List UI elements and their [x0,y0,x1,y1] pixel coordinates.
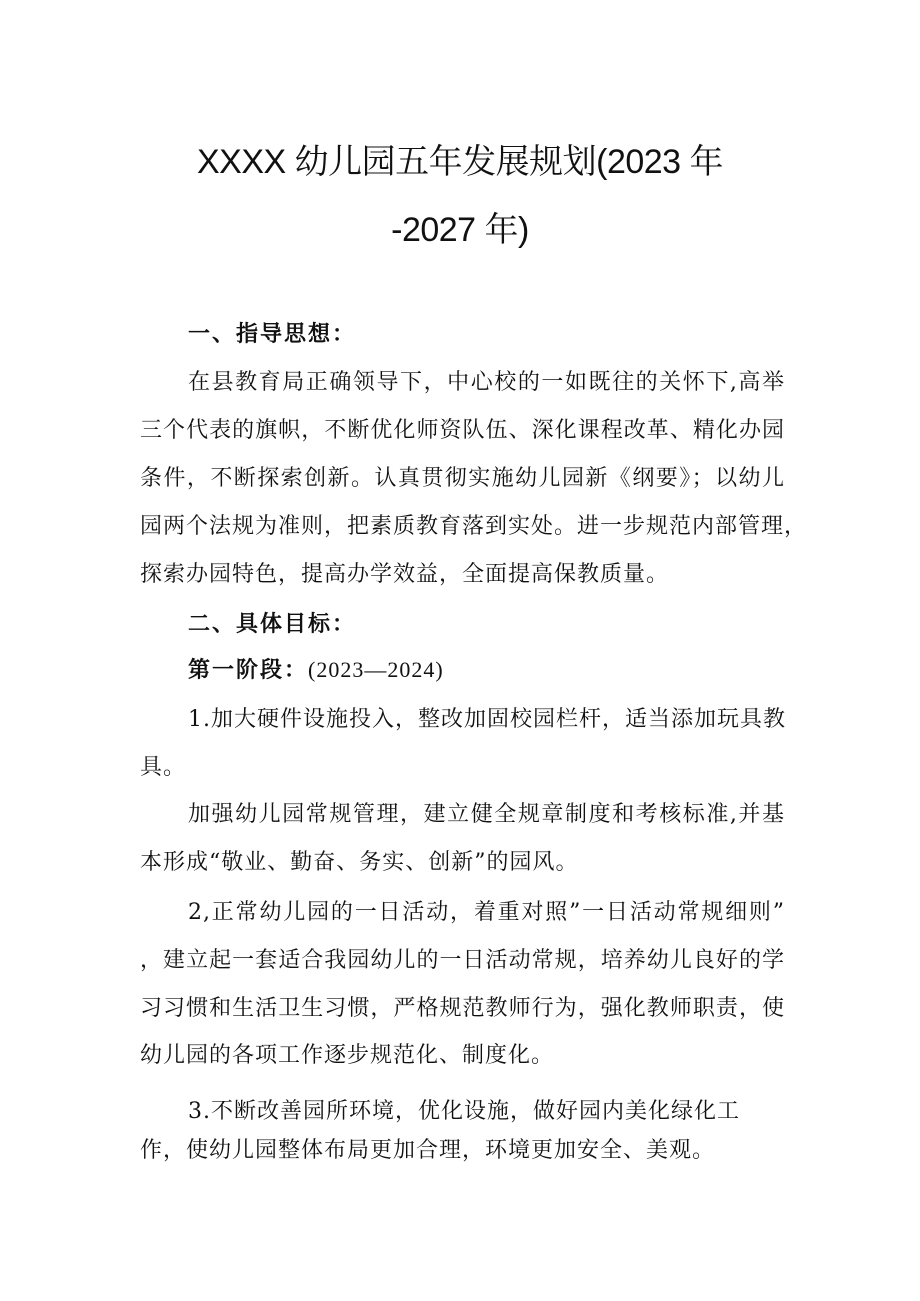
item-2-line-1: 2,正常幼儿园的一日活动，着重对照”一日活动常规细则” [188,900,785,925]
section-1-line-4: 园两个法规为准则，把素质教育落到实处。进一步规范内部管理， [140,514,808,539]
stage-1-heading [188,655,785,686]
section-1-line-5: 探索办园特色，提高办学效益，全面提高保教质量。 [140,562,670,587]
stage-1-label: 第一阶段： [188,658,309,683]
section-1-line-3: 条件，不断探索创新。认真贯彻实施幼儿园新《纲要》；以幼儿 [140,466,785,491]
section-2-heading: 二、具体目标： [188,612,357,637]
paragraph-line-2: 本形成“敬业、勤奋、务实、创新”的园风。 [140,850,579,875]
title-line-1: XXXX 幼儿园五年发展规划(2023 年 [196,143,724,181]
item-1-line-1: 1.加大硬件设施投入，整改加固校园栏杆，适当添加玩具教 [188,707,786,732]
item-2-line-3: 习习惯和生活卫生习惯，严格规范教师行为，强化教师职责，使 [140,996,785,1021]
stage-1-years: (2023—2024) [308,657,444,682]
item-1-line-2: 具。 [140,755,187,780]
item-3-line-1: 3.不断改善园所环境，优化设施，做好园内美化绿化工 [188,1099,740,1124]
item-2-line-4: 幼儿园的各项工作逐步规范化、制度化。 [140,1043,555,1068]
title-line-2: -2027 年) [391,211,529,249]
paragraph-line-1: 加强幼儿园常规管理，建立健全规章制度和考核标准,并基 [188,802,785,827]
section-1-heading: 一、指导思想： [188,322,357,347]
section-1-line-2: 三个代表的旗帜，不断优化师资队伍、深化课程改革、精化办园 [140,418,785,443]
section-1-line-1: 在县教育局正确领导下，中心校的一如既往的关怀下,高举 [188,370,785,395]
item-2-line-2: ，建立起一套适合我园幼儿的一日活动常规，培养幼儿良好的学 [140,948,785,973]
item-3-line-2: 作，使幼儿园整体布局更加合理，环境更加安全、美观。 [140,1138,716,1163]
